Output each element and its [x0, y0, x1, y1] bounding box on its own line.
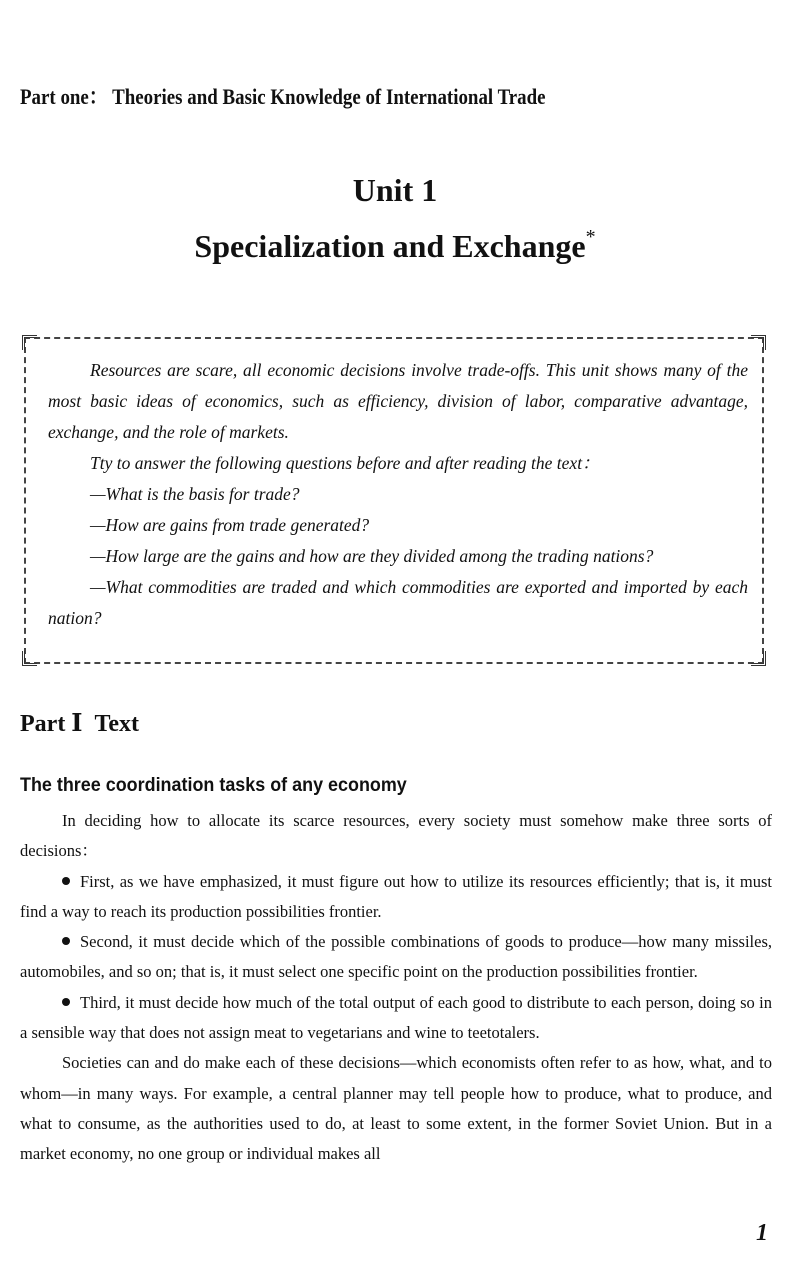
bullet-text: First, as we have emphasized, it must figure out how to utilize its resources efficiently; that is, it must find a way to reach its production possibilities frontier. [20, 871, 772, 921]
box-corner-bottom-left [22, 651, 37, 666]
intro-prompt: Tty to answer the following questions before and after reading the text： [90, 453, 600, 473]
box-corner-bottom-right [751, 651, 766, 666]
section-title [20, 708, 139, 738]
box-corner-top-left [22, 335, 37, 350]
intro-box [24, 337, 764, 664]
body-intro-paragraph: In deciding how to allocate its scarce resources, every society must somehow make three sorts of decisions： [20, 811, 772, 861]
section-title-text: Text [94, 711, 139, 737]
intro-question: —What is the basis for trade? [90, 484, 300, 504]
bullet-icon [62, 937, 70, 945]
bullet-text: Second, it must decide which of the possible combinations of goods to produce—how many missiles, automobiles, and so on; that is, it must select one specific point on the production possibilities frontier. [20, 932, 772, 982]
intro-paragraph: Resources are scare, all economic decisions involve trade-offs. This unit shows many of the most basic ideas of economics, such as efficiency, division of labor, comparative advantage, exchange, and the role of markets. [48, 360, 748, 442]
bullet-icon [62, 877, 70, 885]
unit-subtitle-text: Specialization and Exchange [194, 228, 586, 264]
intro-question: —How large are the gains and how are they divided among the trading nations? [90, 546, 654, 566]
box-corner-top-right [751, 335, 766, 350]
unit-title: Unit 1 [352, 172, 438, 208]
section-part-label: Part Ⅰ [20, 711, 83, 737]
body-text [20, 806, 772, 1170]
bullet-text: Third, it must decide how much of the total output of each good to distribute to each person, doing so in a sensible way that does not assign meat to vegetarians and wine to teetotalers. [20, 992, 772, 1043]
bullet-icon [62, 998, 70, 1006]
body-closing-paragraph: Societies can and do make each of these decisions—which economists often refer to as how, what, and to whom—in many ways. For example, a central planner may tell people how to produce, what to produce, and what to consume, as the authorities used to do, at least to some extent, in the former Soviet Union. But in a market economy, no one group or individual makes all [20, 1053, 772, 1164]
subheading: The three coordination tasks of any economy [20, 774, 407, 796]
page-number: 1 [756, 1220, 768, 1246]
intro-text [48, 355, 748, 634]
intro-question: —What commodities are traded and which commodities are exported and imported by each nation? [48, 577, 748, 628]
part-header: Part one： Theories and Basic Knowledge of International Trade [20, 84, 546, 109]
bullet-paragraph [20, 867, 772, 928]
bullet-paragraph [20, 988, 772, 1049]
footnote-mark: * [585, 226, 596, 248]
intro-question: —How are gains from trade generated? [90, 515, 370, 535]
bullet-paragraph [20, 927, 772, 988]
unit-subtitle [0, 226, 790, 265]
